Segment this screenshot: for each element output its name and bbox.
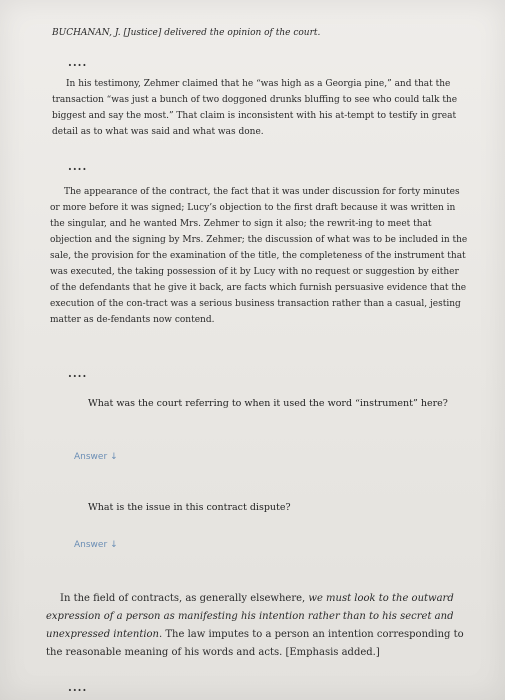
answer-label: Answer xyxy=(74,452,108,462)
paragraph-contract-appearance: The appearance of the contract, the fact that it was under discussion for forty minutes or more before it was signed; Lucy’s objection to the first draft because it was written in the singular, and he wanted Mrs. Zehmer to sign it also; the rewrit-ing to meet that objection and the signing by Mrs. Zehmer; the discussion of what was to be included in the sale, the provision for the examination of the title, the completeness of the instrument that was executed, the taking possession of it by Lucy with no request or suggestion by either of the defendants that he give it back, are facts which furnish persuasive evidence that the execution of the con-tract was a serious business transaction rather than a casual, jesting matter as de-fendants now contend. xyxy=(50,187,468,325)
ellipsis-separator: .... xyxy=(68,160,88,173)
answer-label: Answer xyxy=(74,540,108,550)
answer-toggle-2[interactable] xyxy=(74,540,118,550)
paragraph-testimony: In his testimony, Zehmer claimed that he “was high as a Georgia pine,” and that the transaction “was just a bunch of two doggoned drunks bluffing to see who could talk the biggest and say the most.” That claim is inconsistent with his at-tempt to testify in great detail as to what was said and what was done. xyxy=(52,79,458,137)
opinion-heading: BUCHANAN, J. [Justice] delivered the opinion of the court. xyxy=(52,28,321,38)
ellipsis-separator: .... xyxy=(68,681,88,694)
question-issue: What is the issue in this contract dispute? xyxy=(88,502,291,513)
arrow-down-icon: ↓ xyxy=(110,452,118,462)
paragraph-emphasis: we must look to the outward expression of a person as manifesting his intention rather than to his secret and unexpressed intention. xyxy=(46,593,454,640)
answer-toggle-1[interactable] xyxy=(74,452,118,462)
paragraph-text-end: The law imputes to a person an intention corresponding to the reasonable meaning of his words and acts. [Emphasis added.] xyxy=(46,629,464,658)
ellipsis-separator: .... xyxy=(68,367,88,380)
paragraph-text-start: In the field of contracts, as generally elsewhere, xyxy=(60,593,306,604)
paragraph-field-of-contracts xyxy=(46,590,476,662)
ellipsis-separator: .... xyxy=(68,56,88,69)
arrow-down-icon: ↓ xyxy=(110,540,118,550)
question-instrument: What was the court referring to when it used the word “instrument” here? xyxy=(88,398,448,409)
